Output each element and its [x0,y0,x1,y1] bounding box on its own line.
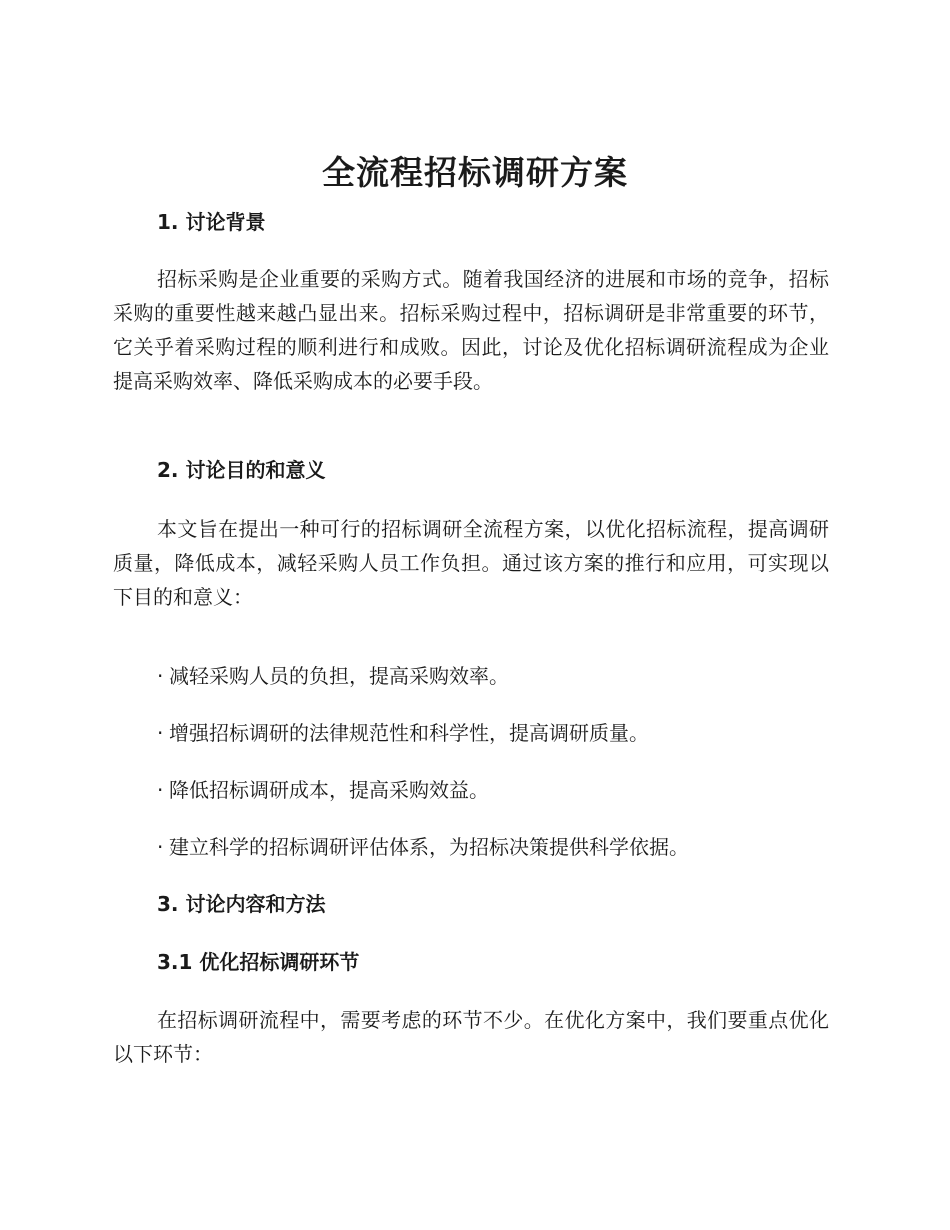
bullet-marker: · [157,721,164,745]
document-title: 全流程招标调研方案 [322,153,628,192]
list-item [157,718,649,748]
list-item [157,832,689,862]
list-item-text: 增强招标调研的法律规范性和科学性，提高调研质量。 [169,721,649,745]
optimize-paragraph: 在招标调研流程中，需要考虑的环节不少。在优化方案中，我们要重点优化以下环节： [113,1008,829,1066]
bullet-marker: · [157,778,164,802]
bullet-marker: · [157,664,164,688]
purpose-paragraph: 本文旨在提出一种可行的招标调研全流程方案，以优化招标流程，提高调研质量，降低成本，减轻采购人员工作负担。通过该方案的推行和应用，可实现以下目的和意义： [113,517,829,609]
section-heading-background: 1. 讨论背景 [157,210,266,234]
list-item-text: 降低招标调研成本，提高采购效益。 [169,778,489,802]
background-paragraph: 招标采购是企业重要的采购方式。随着我国经济的进展和市场的竞争，招标采购的重要性越来越凸显出来。招标采购过程中，招标调研是非常重要的环节，它关乎着采购过程的顺利进行和成败。因此，讨论及优化招标调研流程成为企业提高采购效率、降低采购成本的必要手段。 [113,267,829,393]
section-heading-purpose: 2. 讨论目的和意义 [157,458,326,482]
list-item-text: 建立科学的招标调研评估体系，为招标决策提供科学依据。 [169,835,689,859]
section-heading-content-method: 3. 讨论内容和方法 [157,892,326,916]
subsection-heading-optimize: 3.1 优化招标调研环节 [157,950,360,974]
bullet-marker: · [157,835,164,859]
list-item [157,775,489,805]
list-item [157,661,509,691]
list-item-text: 减轻采购人员的负担，提高采购效率。 [169,664,509,688]
